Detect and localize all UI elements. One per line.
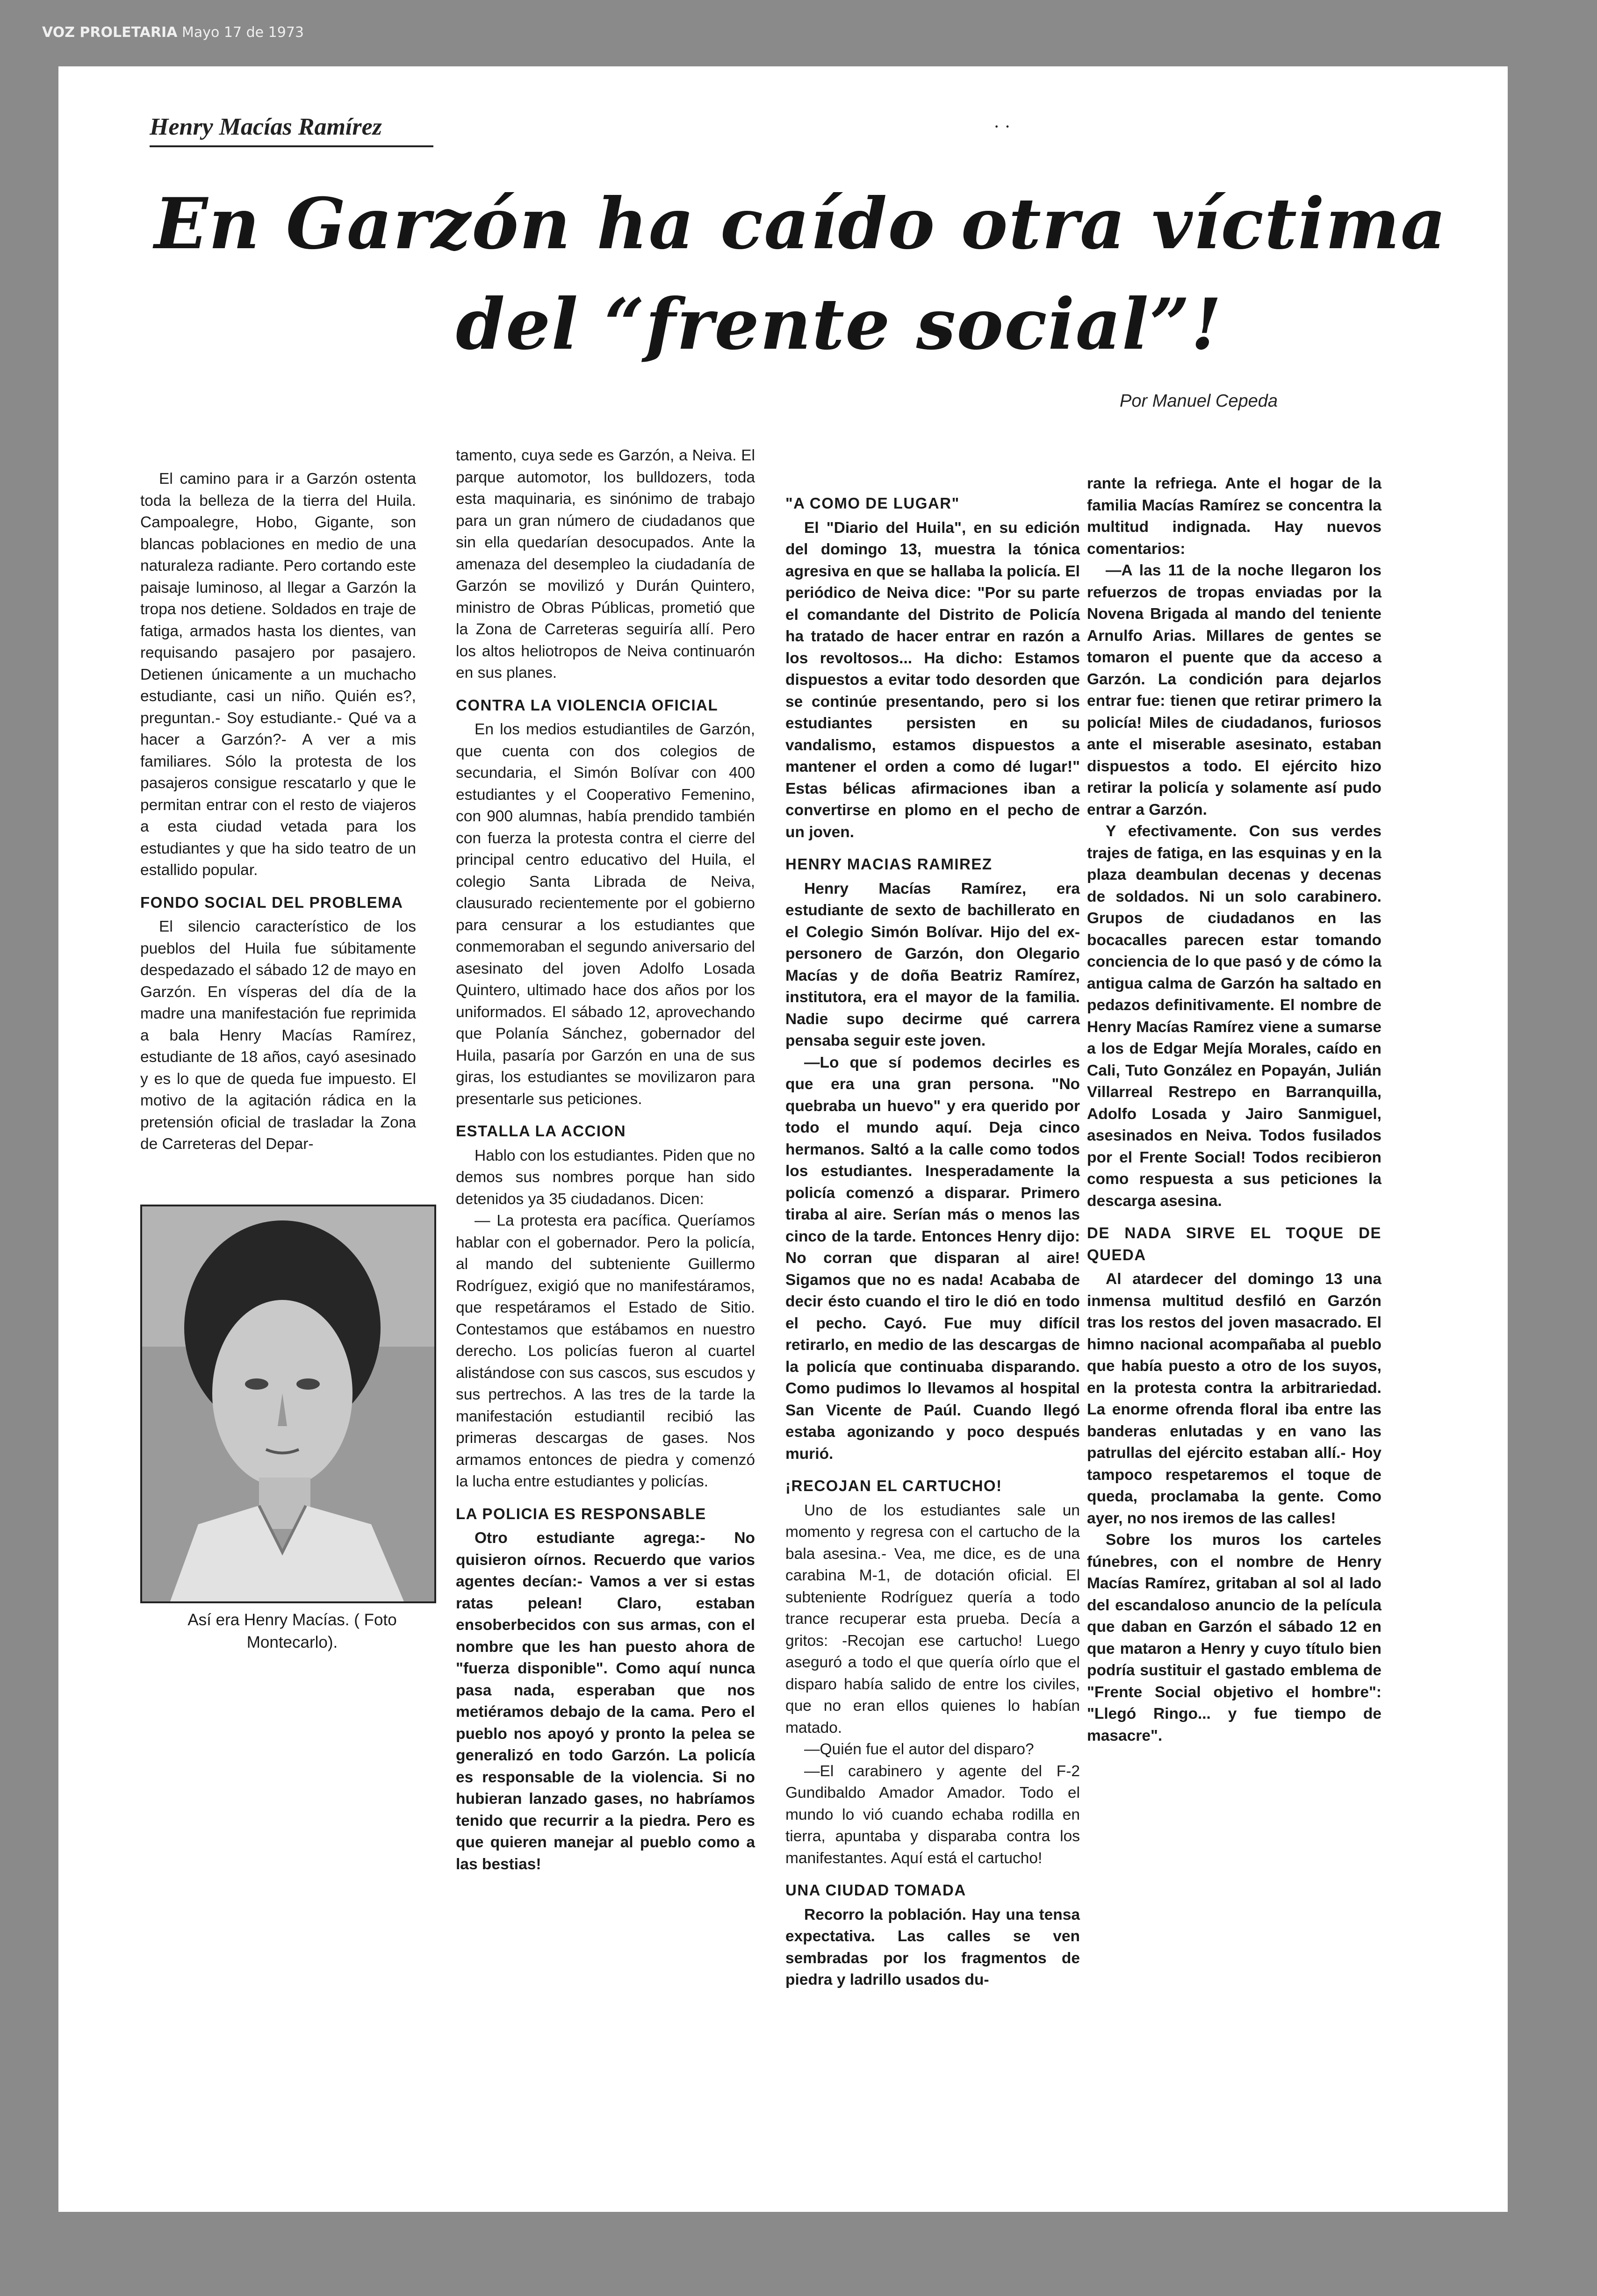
paragraph: Otro estudiante agrega:- No quisieron oírnos. Recuerdo que varios agentes decían:- Vamos a ver si estas ratas pelean! Claro, estaban ensoberbecidos con sus armas, con el nombre que les han puesto ahora de "fuerza disponible". Como aquí nunca pasa nada, esperaban que nos metiéramos debajo de la cama. Pero el pueblo nos apoyó y pronto la pelea se generalizó en todo Garzón. La policía es responsable de la violencia. Si no hubieran lanzado gases, no habríamos tenido que recurrir a la piedra. Pero es que quieren manejar al pueblo como a las bestias!: [456, 1529, 755, 1873]
paragraph: En los medios estudiantiles de Garzón, que cuenta con dos colegios de secundaria, el Simón Bolívar con 400 estudiantes y el Cooperativo Femenino, con 900 alumnas, había prendido también con fuerza la protesta contra el cierre del principal centro educativo del Huila, el colegio Santa Librada de Neiva, clausurado recientemente por el gobierno para censurar a los estudiantes que conmemoraban el segundo aniversario del asesinato del joven Adolfo Losada Quintero, ultimado hace dos años por los uniformados. El sábado 12, aprovechando que Polanía Sánchez, gobernador del Huila, pasaría por Garzón en una de sus giras, los estudiantes se movilizaron para presentarle sus peticiones.: [456, 721, 755, 1108]
paragraph: Hablo con los estudiantes. Piden que no demos sus nombres porque han sido detenidos ya 35 ciudadanos. Dicen:: [456, 1147, 755, 1208]
publication-header: [42, 24, 304, 41]
section-heading: DE NADA SIRVE EL TOQUE DE QUEDA: [1087, 1224, 1381, 1263]
paragraph: rante la refriega. Ante el hogar de la familia Macías Ramírez se concentra la multitud indignada. Hay nuevos comentarios:: [1087, 475, 1381, 558]
article-author: Por Manuel Cepeda: [1120, 391, 1278, 411]
section-heading: LA POLICIA ES RESPONSABLE: [456, 1505, 706, 1522]
paragraph: El "Diario del Huila", en su edición del domingo 13, muestra la tónica agresiva en que se hallaba la policía. El periódico de Neiva dice: "Por su parte el comandante del Distrito de Policía ha tratado de hacer entrar en razón a los revoltosos... Ha dicho: Estamos dispuestos a evitar todo desorden que se continúe presentando, pero si los estudiantes persisten en su vandalismo, estamos dispuestos a mantener el orden a como dé lugar!" Estas bélicas afirmaciones iban a convertirse en plomo en el pecho de un joven.: [785, 519, 1080, 841]
section-heading: HENRY MACIAS RAMIREZ: [785, 855, 993, 873]
article-headline: [150, 174, 1491, 375]
newspaper-page: [58, 66, 1508, 2212]
publication-date: Mayo 17 de 1973: [181, 24, 304, 41]
paragraph: Al atardecer del domingo 13 una inmensa multitud desfiló en Garzón tras los restos del joven masacrado. El himno nacional acompañaba al pueblo que había puesto a otro de los suyos, en la protesta contra la arbitrariedad. La enorme ofrenda floral iba entre las banderas enlutadas y en vano las patrullas del ejército estaban allí.- Hoy tampoco respetaremos el toque de queda, proclamaba la gente. Como ayer, no nos iremos de las calles!: [1087, 1270, 1381, 1527]
column-4: [1087, 473, 1381, 1747]
section-heading: UNA CIUDAD TOMADA: [785, 1881, 966, 1899]
paragraph: Sobre los muros los carteles fúnebres, con el nombre de Henry Macías Ramírez, gritaban al sol al lado del escandaloso anuncio de la película que daban en Garzón el sábado 12 en que mataron a Henry y cuyo título bien podría sustituir el gastado emblema de "Frente Social objetivo el hombre": "Llegó Ringo... y fue tiempo de masacre".: [1087, 1531, 1381, 1744]
section-heading: ¡RECOJAN EL CARTUCHO!: [785, 1477, 1002, 1494]
headline-line-1: En Garzón ha caído otra víctima: [154, 183, 1447, 265]
paragraph: —Lo que sí podemos decirles es que era una gran persona. "No quebraba un huevo" y era querido por todo el mundo aquí. Deja cinco hermanos. Saltó a la calle como todos los estudiantes. Inesperadamente la policía comenzó a disparar. Primero tiraba al aire. Serían más o menos las cinco de la tarde. Entonces Henry dijo: No corran que disparan al aire! Sigamos que no es nada! Acababa de decir ésto cuando el tiro le dió en todo el pecho. Cayó. Fue muy difícil retirarlo, en medio de las descargas de la policía que continuaba disparando. Como pudimos lo llevamos al hospital San Vicente de Paúl. Cuando llegó estaba agonizando y poco después murió.: [785, 1054, 1080, 1463]
column-1: [140, 468, 416, 1155]
paragraph: Recorro la población. Hay una tensa expectativa. Las calles se ven sembradas por los fragmentos de piedra y ladrillo usados du-: [785, 1906, 1080, 1988]
column-3: [785, 482, 1080, 1991]
paragraph: —A las 11 de la noche llegaron los refuerzos de tropas enviadas por la Novena Brigada al mando del teniente Arnulfo Arias. Millares de gentes se tomaron el puente que da acceso a Garzón. La condición para dejarlos entrar fue: tienen que retirar primero la policía! Miles de ciudadanos, furiosos ante el miserable asesinato, estaban dispuestos a todo. El ejército hizo retirar la policía y solamente así pudo entrar a Garzón.: [1087, 562, 1381, 818]
headline-line-2: del “frente social”!: [456, 283, 1223, 366]
article-kicker: Henry Macías Ramírez: [150, 113, 433, 147]
section-heading: ESTALLA LA ACCION: [456, 1122, 626, 1140]
paragraph: Henry Macías Ramírez, era estudiante de sexto de bachillerato en el Colegio Simón Bolívar. Hijo del ex-personero de Garzón, don Olegario Macías y de doña Beatriz Ramírez, institutora, era el mayor de la familia. Nadie supo decirme qué carrera pensaba seguir este joven.: [785, 880, 1080, 1049]
paragraph: El camino para ir a Garzón ostenta toda la belleza de la tierra del Huila. Campoalegre, Hobo, Gigante, son blancas poblaciones en medio de una naturaleza radiante. Pero cortando este paisaje luminoso, al llegar a Garzón la tropa nos detiene. Soldados en traje de fatiga, armados hasta los dientes, van requisando pasajero por pasajero. Detienen únicamente a un muchacho estudiante, casi un niño. Quién es?, preguntan.- Soy estudiante.- Qué va a hacer a Garzón?- A ver a mis familiares. Sólo la protesta de los pasajeros consigue rescatarlo y que le permitan entrar con el resto de viajeros a esta ciudad vetada para los estudiantes y que ha sido teatro de un estallido popular.: [140, 470, 416, 879]
paragraph: tamento, cuya sede es Garzón, a Neiva. El parque automotor, los bulldozers, toda esta maquinaria, es sinónimo de trabajo para un gran número de ciudadanos que sin ella quedarían desocupados. Ante la amenaza del desempleo la ciudadanía de Garzón se movilizó y Durán Quintero, ministro de Obras Públicas, prometió que la Zona de Carreteras seguiría allí. Pero los altos heliotropos de Neiva continuarón en sus planes.: [456, 447, 755, 682]
print-dots: · ·: [993, 116, 1011, 137]
paragraph: —Quién fue el autor del disparo?: [804, 1741, 1034, 1758]
publication-name: VOZ PROLETARIA: [42, 24, 178, 41]
section-heading: FONDO SOCIAL DEL PROBLEMA: [140, 893, 403, 911]
section-heading: CONTRA LA VIOLENCIA OFICIAL: [456, 696, 719, 714]
photo-caption: Así era Henry Macías. ( Foto Montecarlo).: [187, 1611, 397, 1651]
paragraph: El silencio característico de los pueblos del Huila fue súbitamente despedazado el sábado 12 de mayo en Garzón. En vísperas del día de la madre una manifestación fue reprimida a bala Henry Macías Ramírez, estudiante de 18 años, cayó asesinado y es lo que de queda fue impuesto. El motivo de la agitación rádica en la pretensión oficial de trasladar la Zona de Carreteras del Depar-: [140, 918, 416, 1153]
column-2: [456, 445, 755, 1875]
paragraph: — La protesta era pacífica. Queríamos hablar con el gobernador. Pero la policía, al mando del subteniente Guillermo Rodríguez, exigió que no manifestáramos, que respetáramos el Estado de Sitio. Contestamos que estábamos en nuestro derecho. Los policías fueron al cuartel alistándose con sus cascos, sus escudos y sus pertrechos. A las tres de la tarde la manifestación estudiantil recibió las primeras descargas de gases. Nos armamos entonces de piedra y comenzó la lucha entre estudiantes y policías.: [456, 1212, 755, 1490]
paragraph: —El carabinero y agente del F-2 Gundibaldo Amador Amador. Todo el mundo lo vió cuando echaba rodilla en tierra, apuntaba y disparaba contra los manifestantes. Aquí está el cartucho!: [785, 1762, 1080, 1867]
portrait-photo: [140, 1205, 436, 1603]
portrait-image: [142, 1206, 434, 1601]
paragraph: Uno de los estudiantes sale un momento y regresa con el cartucho de la bala asesina.- Vea, me dice, es de una carabina M-1, de dotación oficial. El subteniente Rodríguez quería a todo trance recuperar esta prueba. Decía a gritos: -Recojan ese cartucho! Luego aseguró a todo el que quería oírlo que el disparo había salido de entre los civiles, que no eran ellos quienes lo habían matado.: [785, 1501, 1080, 1736]
section-heading: "A COMO DE LUGAR": [785, 495, 960, 512]
paragraph: Y efectivamente. Con sus verdes trajes de fatiga, en las esquinas y en la plaza deambulan decenas y decenas de soldados. Ni un solo carabinero. Grupos de ciudadanos en las bocacalles parecen estar tomando conciencia de lo que pasó y de cómo la antigua calma de Garzón ha saltado en pedazos definitivamente. El nombre de Henry Macías Ramírez viene a sumarse a los de Edgar Mejía Morales, caído en Cali, Tuto González en Popayán, Julián Villarreal Restrepo en Barranquilla, Adolfo Losada y Jairo Sanmiguel, asesinados en Neiva. Todos fusilados por el Frente Social! Todos recibieron como respuesta a sus peticiones la descarga asesina.: [1087, 823, 1381, 1210]
